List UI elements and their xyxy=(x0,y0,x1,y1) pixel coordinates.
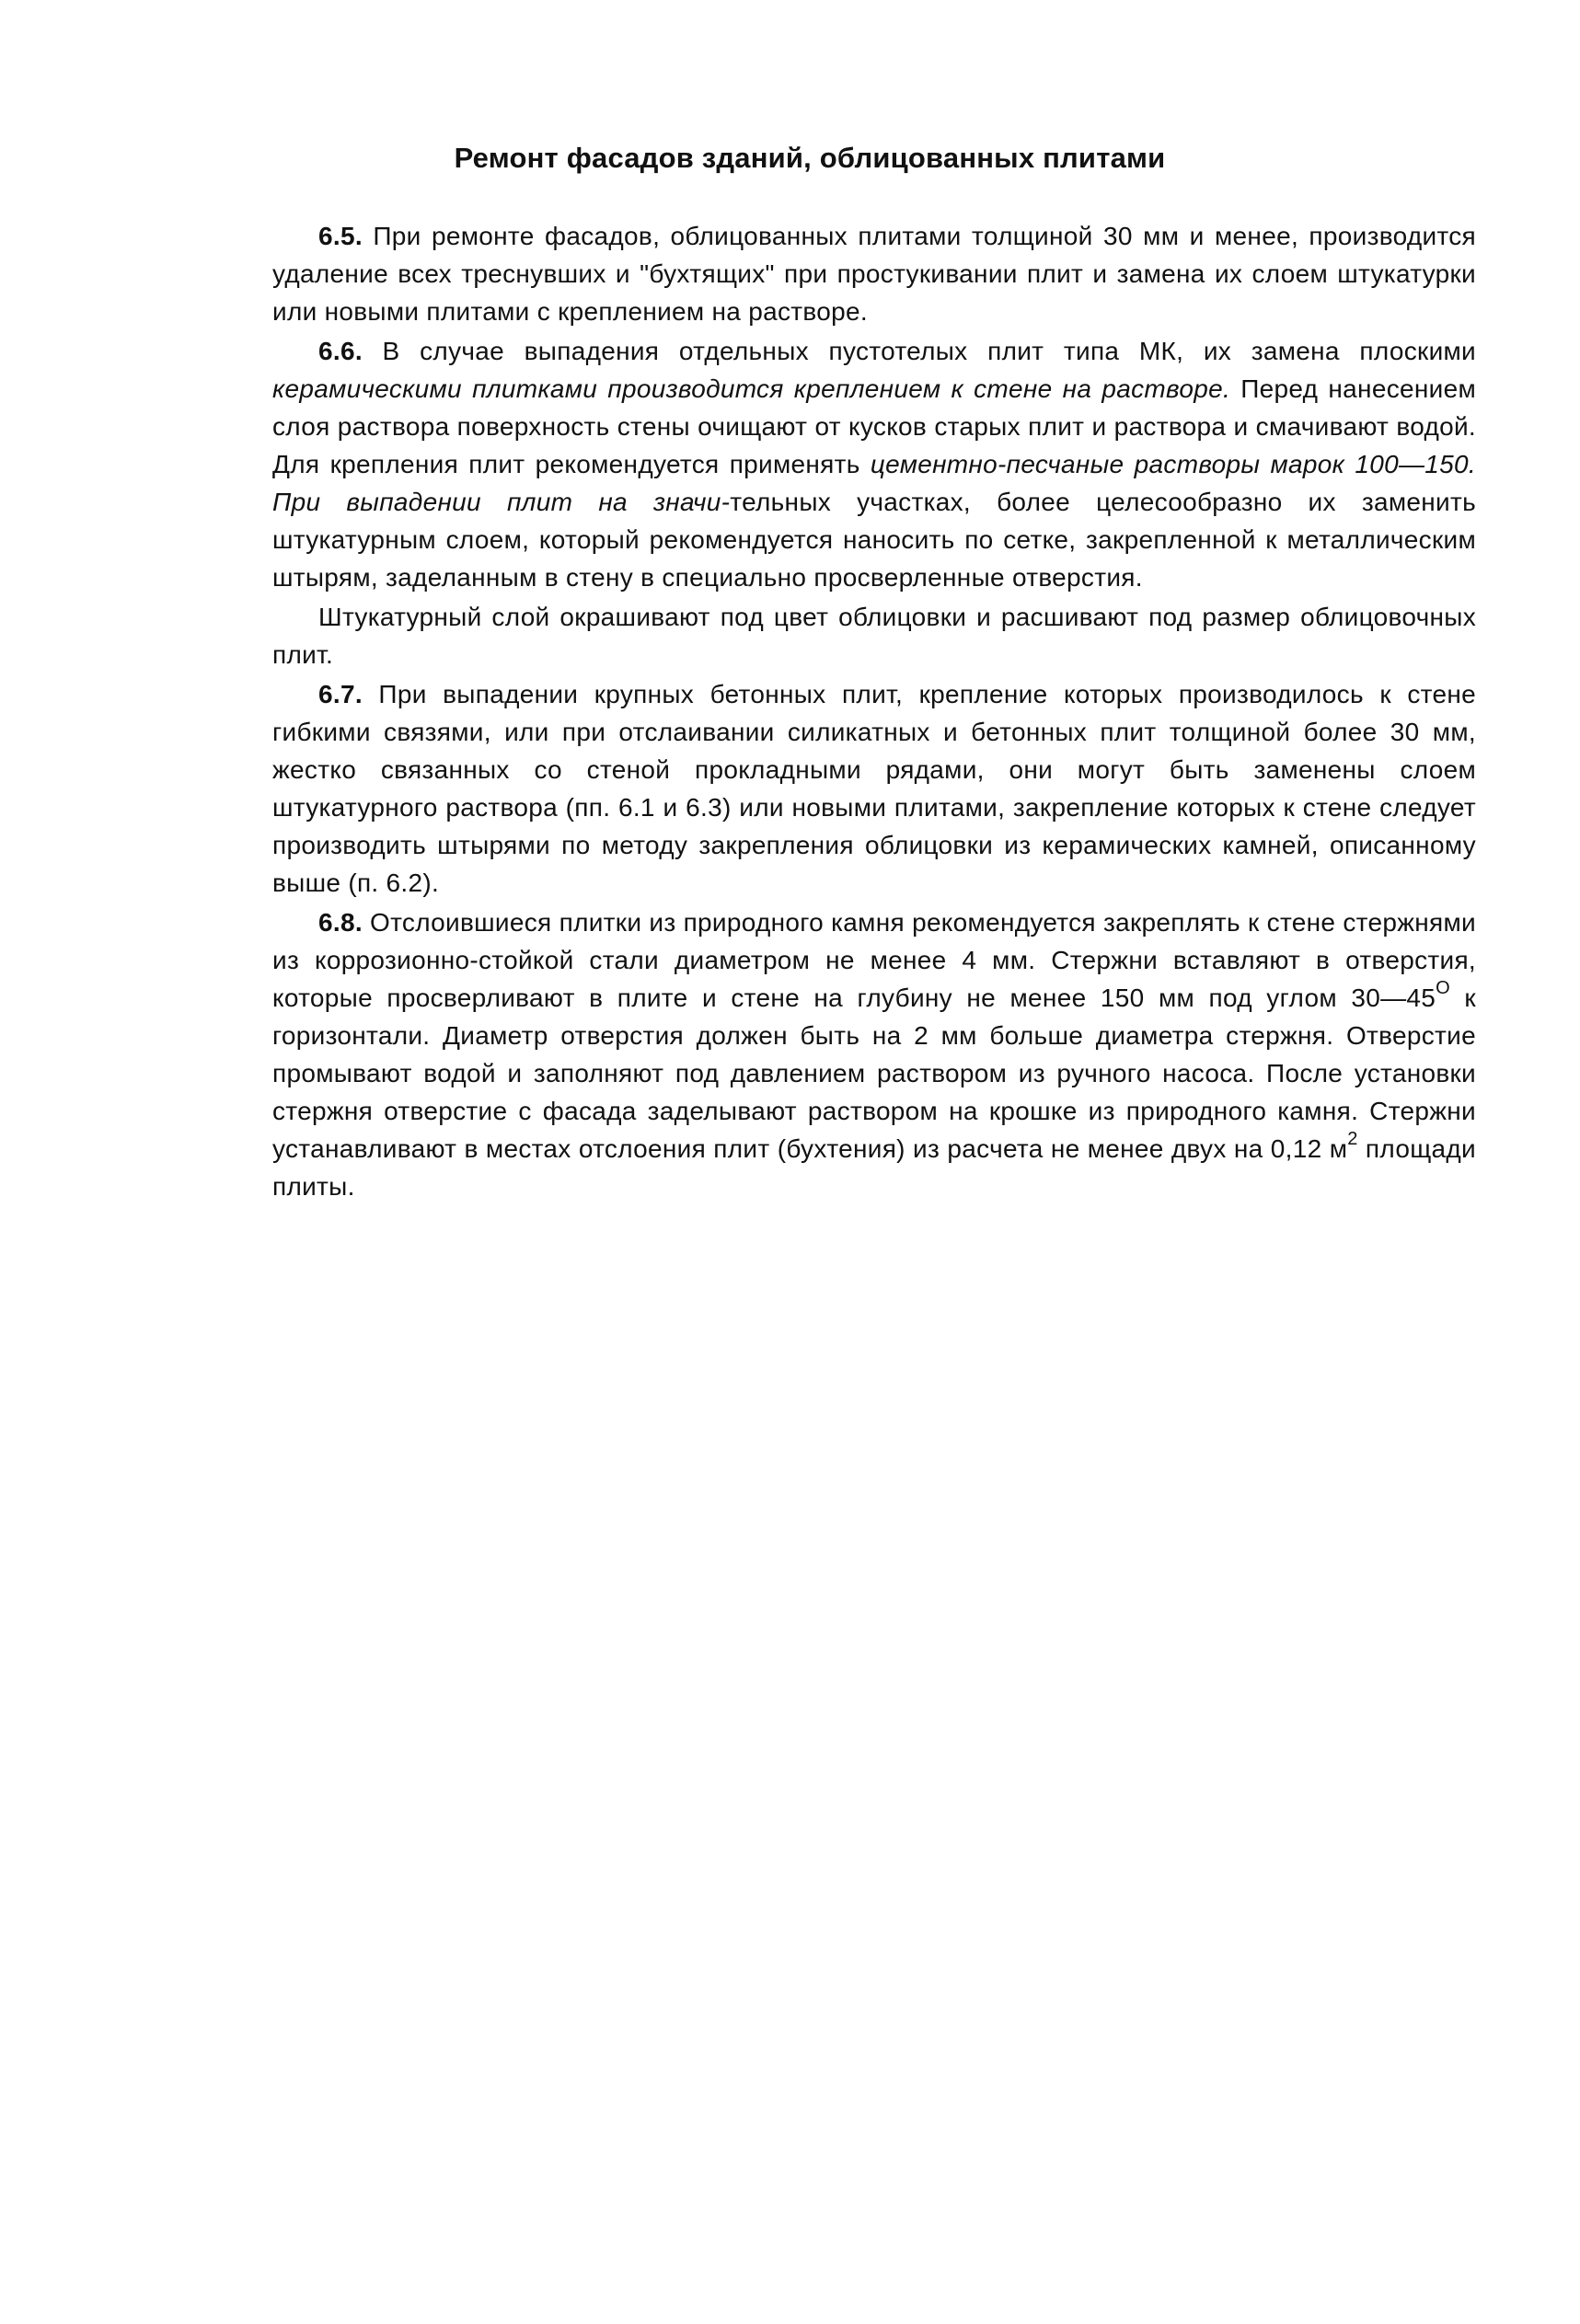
paragraph-text: В случае выпадения отдельных пустотелых плит типа МК, их замена плоскими xyxy=(362,337,1476,365)
document-body xyxy=(272,217,1476,1207)
paragraph-text: Отслоившиеся плитки из природного камня рекомендуется закреплять к стене стержнями из коррозионно-стойкой стали диаметром не менее 4 мм. Стержни вставляют в отверстия, которые просверливают в плите и стене на глубину не менее 150 мм под углом 30—45 xyxy=(272,908,1476,1012)
paragraph-text: При ремонте фасадов, облицованных плитами толщиной 30 мм и менее, производится удаление всех треснувших и "бухтящих" при простукивании плит и замена их слоем штукатурки или новыми плитами с креплением на растворе. xyxy=(272,222,1476,326)
paragraph-text: к горизонтали. Диаметр отверстия должен быть на 2 мм больше диаметра стержня. Отверстие промывают водой и заполняют под давлением раствором из ручного насоса. После установки стержня отверстие с фасада заделывают раствором на крошке из природного камня. Стержни устанавливают в местах отслоения плит (бухтения) из расчета не менее двух на 0,12 м xyxy=(272,984,1476,1163)
paragraph-text-italic: керамическими плитками производится креплением к стене на растворе. xyxy=(272,374,1231,403)
paragraph-text: площади плиты. xyxy=(272,1134,1476,1201)
paragraph-6-6-continuation xyxy=(272,598,1476,673)
degree-superscript: О xyxy=(1436,977,1450,998)
paragraph-6-7 xyxy=(272,675,1476,902)
paragraph-number: 6.6. xyxy=(318,337,363,365)
paragraph-6-6 xyxy=(272,332,1476,596)
paragraph-text: Штукатурный слой окрашивают под цвет облицовки и расшивают под размер облицовочных плит. xyxy=(272,603,1476,669)
paragraph-text: Перед нанесением слоя раствора поверхность стены очищают от кусков старых плит и раствора и смачивают водой. Для крепления плит рекомендуется применять xyxy=(272,374,1476,478)
paragraph-text: тельных участках, более целесообразно их заменить штукатурным слоем, который рекомендуется наносить по сетке, закрепленной к металлическим штырям, заделанным в стену в специально просверленные отверстия. xyxy=(272,488,1476,592)
paragraph-6-5 xyxy=(272,217,1476,330)
paragraph-text-italic: цементно-песчаные растворы марок 100—150. При выпадении плит на значи- xyxy=(272,450,1476,516)
paragraph-6-8 xyxy=(272,903,1476,1205)
square-superscript: 2 xyxy=(1347,1128,1358,1149)
paragraph-text: При выпадении крупных бетонных плит, крепление которых производилось к стене гибкими связями, или при отслаивании силикатных и бетонных плит толщиной более 30 мм, жестко связанных со стеной прокладными рядами, они могут быть заменены слоем штукатурного раствора (пп. 6.1 и 6.3) или новыми плитами, закрепление которых к стене следует производить штырями по методу закрепления облицовки из керамических камней, описанному выше (п. 6.2). xyxy=(272,680,1476,897)
paragraph-number: 6.5. xyxy=(318,222,363,250)
paragraph-number: 6.7. xyxy=(318,680,363,708)
page-title: Ремонт фасадов зданий, облицованных плитами xyxy=(454,142,1166,174)
paragraph-number: 6.8. xyxy=(318,908,363,937)
